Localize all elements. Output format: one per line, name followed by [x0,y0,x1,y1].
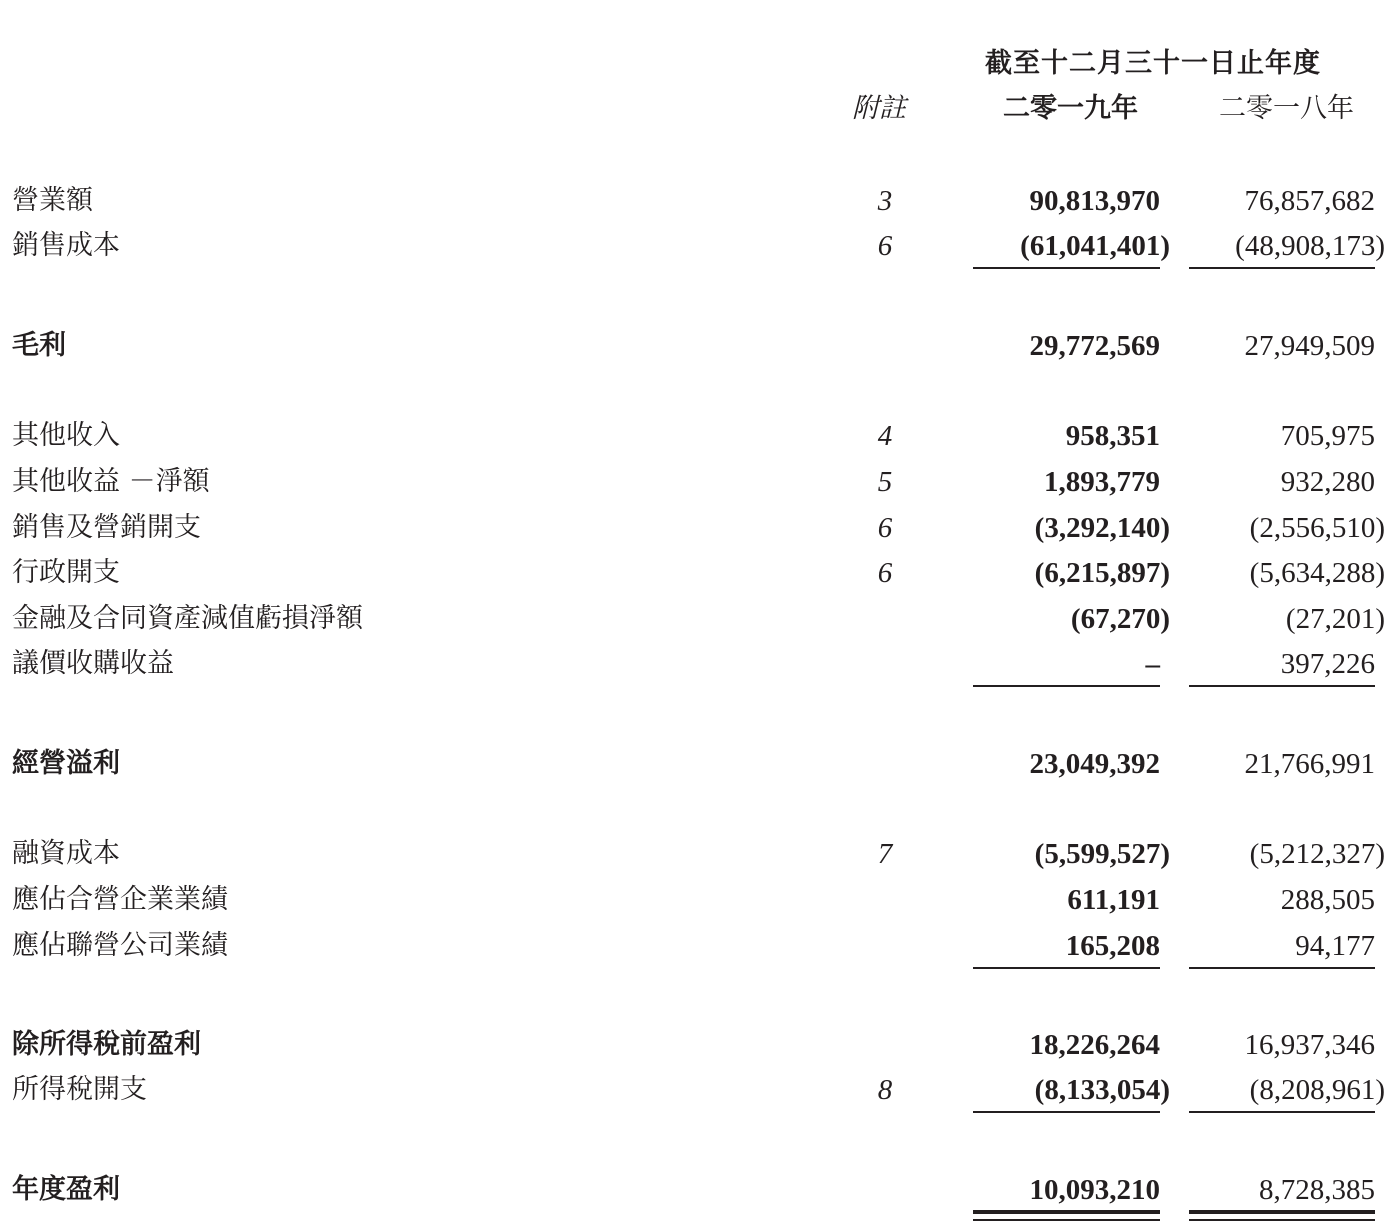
row-label: 議價收購收益 [12,648,174,679]
value-2018: 94,177 [1295,930,1375,962]
total-double-rule-2018 [1189,1219,1375,1221]
row-label: 應佔合營企業業績 [12,884,228,915]
subtotal-rule-2019 [973,267,1160,269]
note-ref: 4 [877,420,893,452]
value-2019: (3,292,140) [1034,512,1170,544]
row-label: 行政開支 [12,557,120,588]
value-2019: 611,191 [1067,884,1160,916]
year-2018-header: 二零一八年 [1219,93,1354,124]
note-ref: 6 [877,557,893,589]
value-2019: 10,093,210 [1029,1174,1160,1206]
subtotal-rule-2019 [973,685,1160,687]
value-2018: 397,226 [1280,648,1375,680]
row-label: 應佔聯營公司業績 [12,930,228,961]
subtotal-rule-2019 [973,1111,1160,1113]
value-2019: 18,226,264 [1029,1029,1160,1061]
year-2019-header: 二零一九年 [1003,93,1138,124]
value-2018: (8,208,961) [1249,1074,1385,1106]
period-heading: 截至十二月三十一日止年度 [985,48,1321,79]
total-double-rule-2019 [973,1210,1160,1214]
value-2019: (61,041,401) [1020,230,1170,262]
row-label: 年度盈利 [12,1174,120,1205]
row-label: 所得稅開支 [12,1074,147,1105]
row-label: 銷售及營銷開支 [12,512,201,543]
subtotal-rule-2018 [1189,685,1375,687]
value-2018: 21,766,991 [1244,748,1375,780]
note-ref: 3 [877,185,893,217]
value-2019: 90,813,970 [1029,185,1160,217]
row-label: 毛利 [12,330,66,361]
value-2018: (5,212,327) [1249,838,1385,870]
value-2018: 76,857,682 [1244,185,1375,217]
value-2018: 27,949,509 [1244,330,1375,362]
value-2019: (67,270) [1070,603,1170,635]
note-ref: 7 [877,838,893,870]
value-2019: 165,208 [1065,930,1160,962]
value-2018: (48,908,173) [1235,230,1385,262]
value-2018: (27,201) [1285,603,1385,635]
value-2019: – [1145,648,1160,680]
value-2019: 1,893,779 [1044,466,1160,498]
subtotal-rule-2018 [1189,267,1375,269]
subtotal-rule-2018 [1189,1111,1375,1113]
note-ref: 6 [877,512,893,544]
note-ref: 5 [877,466,893,498]
row-label: 經營溢利 [12,748,120,779]
row-label: 銷售成本 [12,230,120,261]
value-2019: 958,351 [1065,420,1160,452]
row-label: 除所得稅前盈利 [12,1029,201,1060]
value-2018: 8,728,385 [1259,1174,1375,1206]
value-2019: (8,133,054) [1034,1074,1170,1106]
value-2018: (5,634,288) [1249,557,1385,589]
value-2018: 16,937,346 [1244,1029,1375,1061]
row-label: 其他收入 [12,420,120,451]
total-double-rule-2019 [973,1219,1160,1221]
subtotal-rule-2018 [1189,967,1375,969]
value-2019: 29,772,569 [1029,330,1160,362]
value-2019: 23,049,392 [1029,748,1160,780]
value-2018: 932,280 [1280,466,1375,498]
row-label: 融資成本 [12,838,120,869]
note-ref: 6 [877,230,893,262]
value-2018: (2,556,510) [1249,512,1385,544]
row-label: 營業額 [12,185,93,216]
value-2018: 288,505 [1280,884,1375,916]
value-2018: 705,975 [1280,420,1375,452]
note-ref: 8 [877,1074,893,1106]
value-2019: (6,215,897) [1034,557,1170,589]
row-label: 金融及合同資產減值虧損淨額 [12,603,363,634]
value-2019: (5,599,527) [1034,838,1170,870]
row-label: 其他收益 －淨額 [12,466,210,497]
total-double-rule-2018 [1189,1210,1375,1214]
note-column-header: 附註 [852,93,906,124]
subtotal-rule-2019 [973,967,1160,969]
